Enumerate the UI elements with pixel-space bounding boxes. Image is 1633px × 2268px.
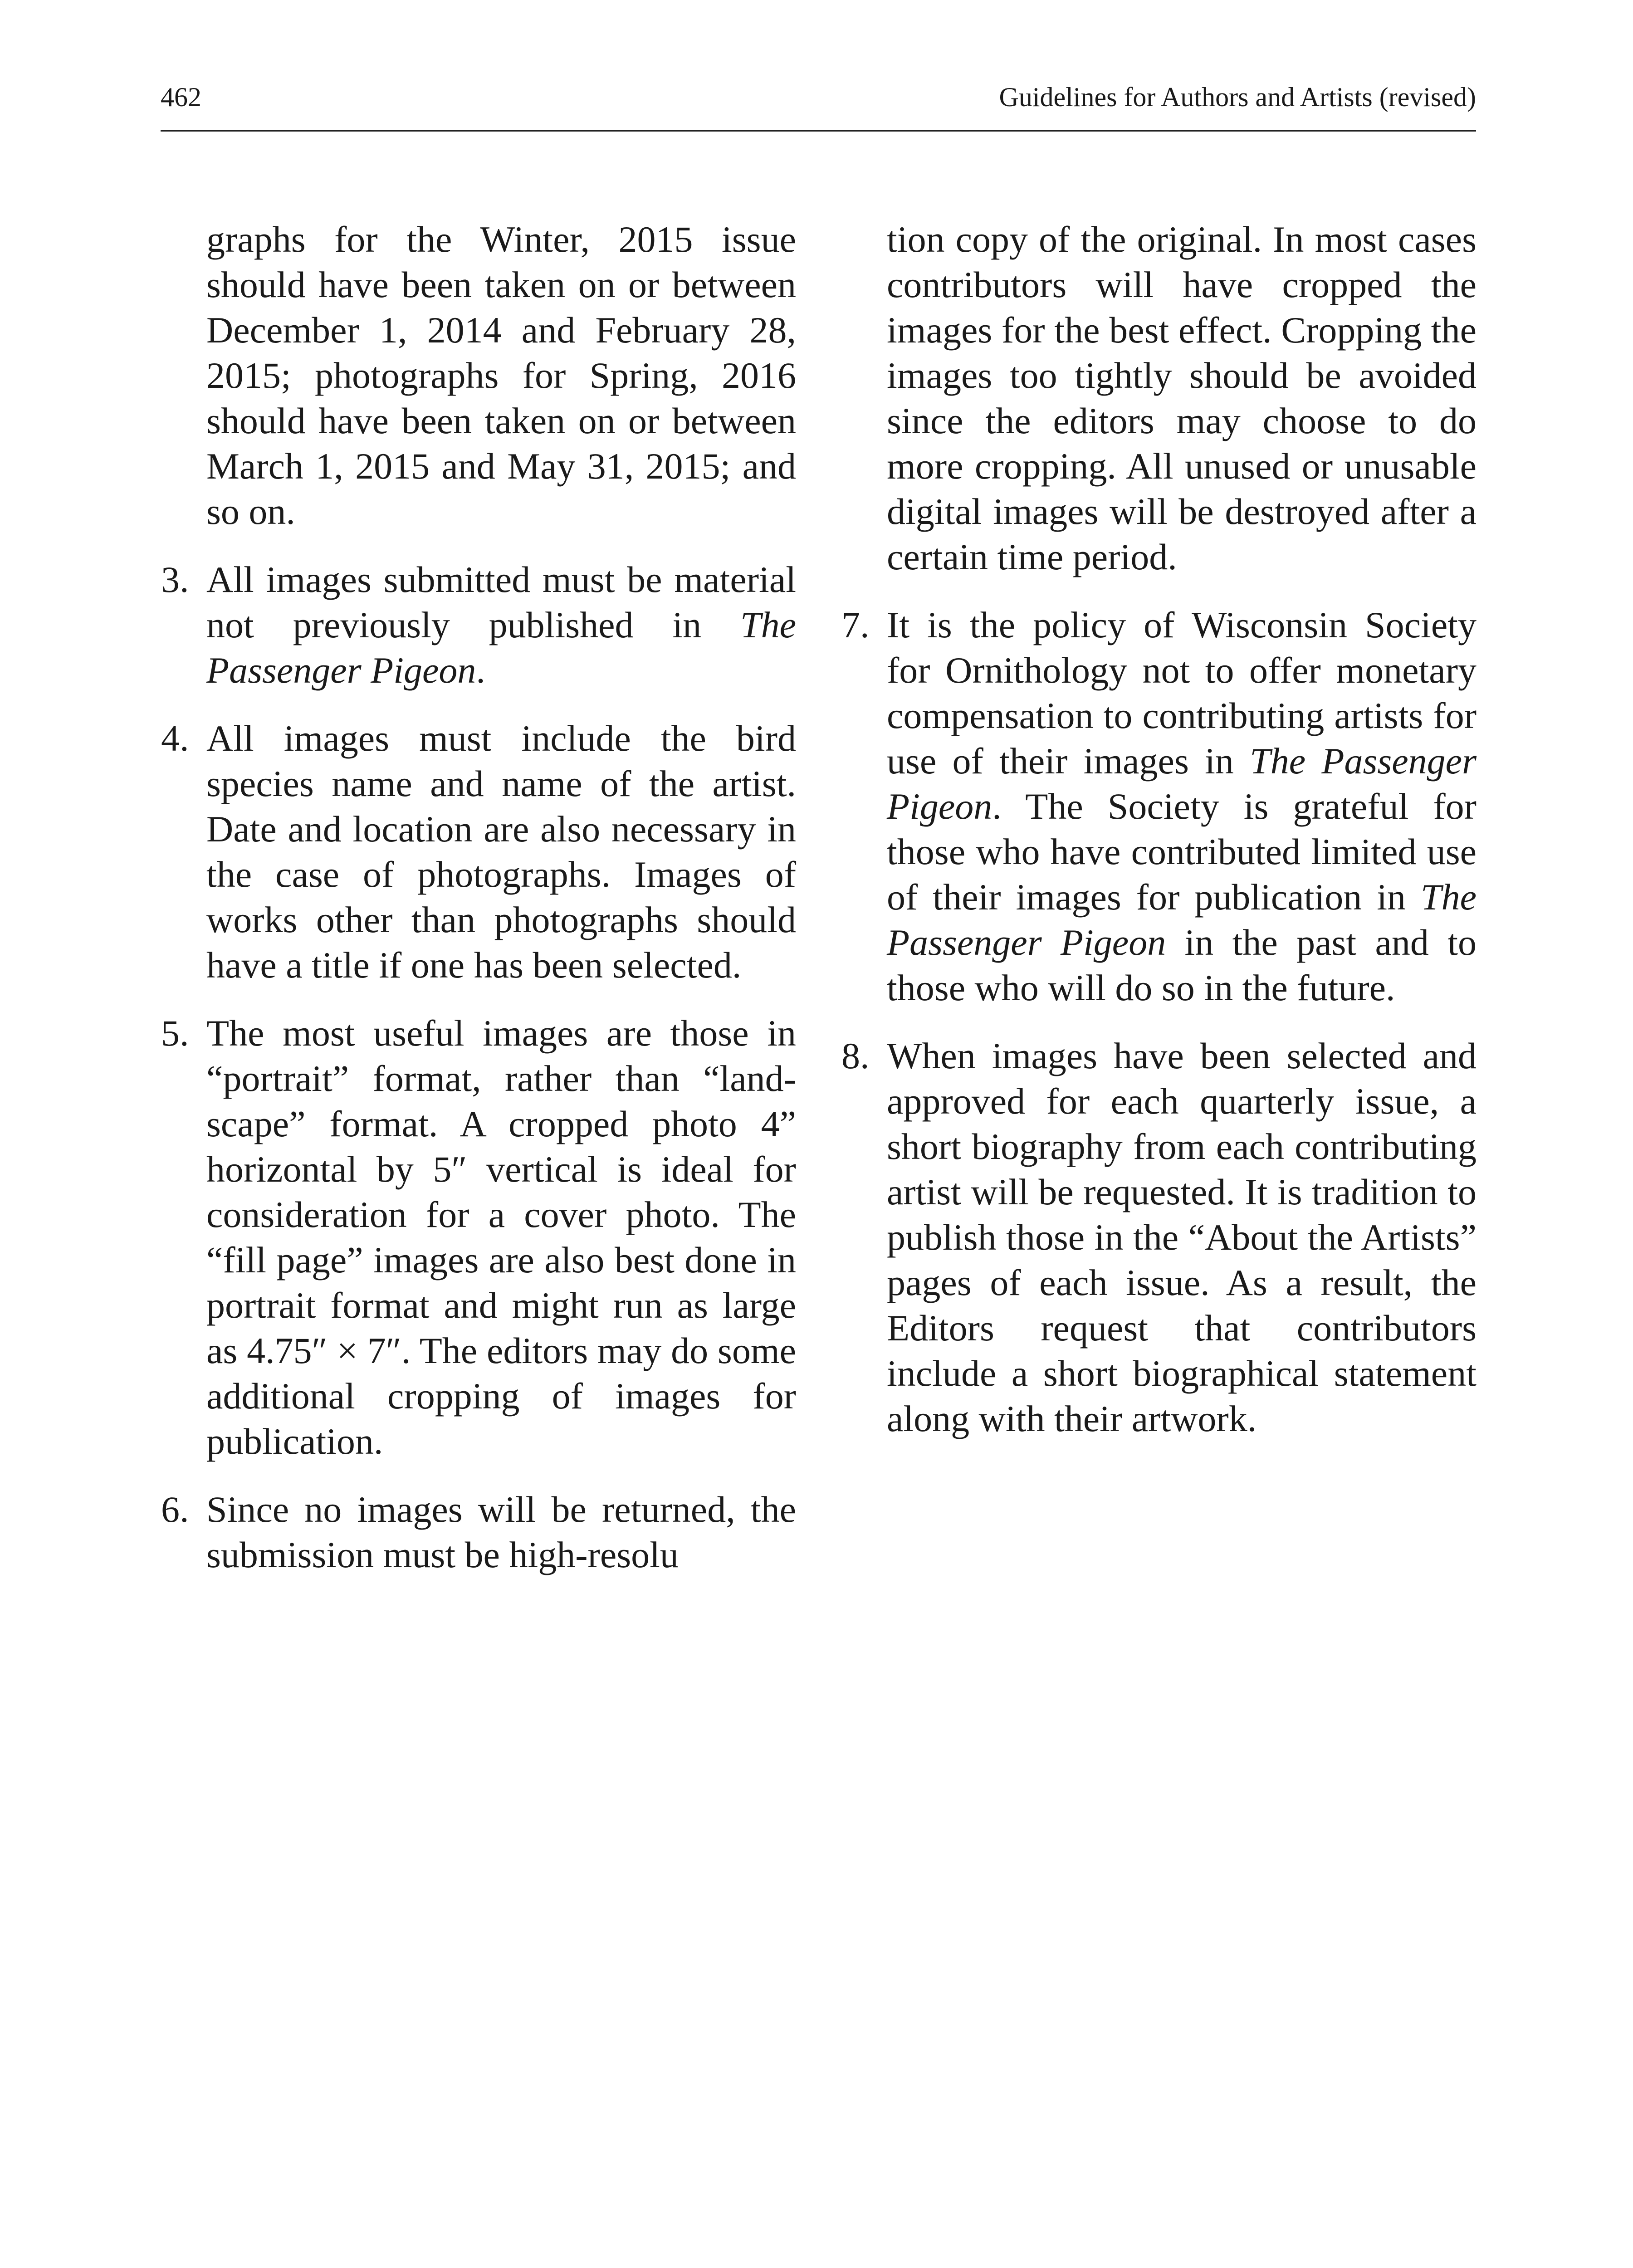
item-text: Since no images will be returned, the submission must be high-resolu (206, 1489, 796, 1575)
running-head: Guidelines for Authors and Artists (revised) (999, 82, 1476, 112)
journal-title: The Passenger Pigeon (887, 740, 1477, 827)
list-item-4 (161, 716, 796, 988)
item-number: 8. (841, 1035, 870, 1076)
page-header (161, 82, 1476, 132)
list-item-8 (841, 1033, 1477, 1442)
journal-title: The Passenger Pigeon (206, 604, 796, 691)
item-text: When images have been selected and approved for each quarterly issue, a short biography from each contributing artist will be requested. It is tradition to publish those in the “About the Artists” pages of each issue. As a result, the Editors request that contributors include a short biographical statement along with their artwork. (887, 1035, 1477, 1439)
list-item-7 (841, 602, 1477, 1011)
continued-text: tion copy of the original. In most cases contributors will have cropped the images for the best effect. Cropping the images too tightly should be avoided since the editors may choose to do more cropping. All unused or unusable digital images will be destroyed after a certain time period. (887, 219, 1477, 577)
continued-paragraph (161, 217, 796, 534)
item-number: 5. (161, 1012, 189, 1054)
item-text: All images must include the bird species name and name of the artist. Date and location are also necessary in the case of photographs. Images of works other than photographs should have a title if one has been selected. (206, 718, 796, 986)
item-number: 3. (161, 559, 189, 600)
list-item-5 (161, 1011, 796, 1464)
item-number: 4. (161, 718, 189, 759)
item-text-part: All images submitted must be material not previously published in (206, 559, 796, 645)
journal-title: The Passenger Pigeon (887, 876, 1477, 963)
item-number: 6. (161, 1489, 189, 1530)
item-text-part: . (476, 650, 485, 691)
continued-text: graphs for the Winter, 2015 issue should have been taken on or between December 1, 2014 and February 28, 2015; photographs for Spring, 2016 should have been taken on or between March 1, 2015 and May 31, 2015; and so on. (206, 219, 796, 532)
item-text-part: It is the policy of Wisconsin Society for Ornithology not to offer monetary compensation to contributing artists for use of their images in (887, 604, 1477, 782)
item-text-part: . The Society is grateful for those who have contributed limited use of their images for publication in (887, 786, 1477, 918)
item-text (887, 602, 1477, 1011)
page-number: 462 (161, 82, 201, 112)
continued-paragraph (841, 217, 1477, 580)
list-item-6 (161, 1487, 796, 1578)
item-number: 7. (841, 604, 870, 645)
item-text (206, 557, 796, 693)
left-column (161, 217, 796, 1578)
right-column (841, 217, 1477, 1442)
item-text: The most useful images are those in “portrait” format, rather than “landscape” format. A cropped photo 4” horizontal by 5″ vertical is ideal for consideration for a cover photo. The “fill page” images are also best done in portrait format and might run as large as 4.75″ × 7″. The editors may do some additional cropping of images for publication. (206, 1012, 796, 1462)
list-item-3 (161, 557, 796, 693)
item-text-part: in the past and to those who will do so in the future. (887, 922, 1477, 1008)
